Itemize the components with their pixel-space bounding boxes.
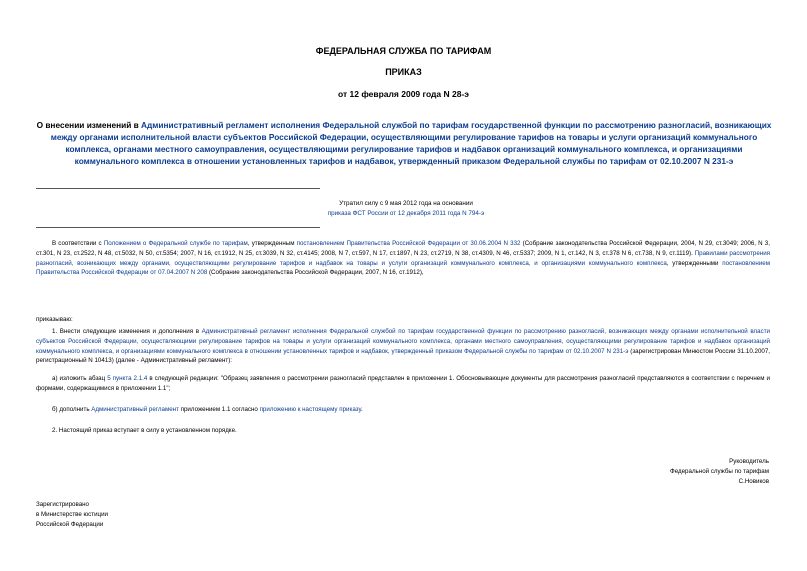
text-run: а) изложить абзац [52, 375, 108, 382]
resolution-332-link[interactable]: постановлением Правительства Российской Федерации от 30.06.2004 N 332 [296, 240, 521, 247]
order-word: приказываю: [36, 316, 73, 323]
signature-position: Руководитель [729, 458, 769, 465]
preamble-paragraph [36, 239, 770, 278]
divider-top [36, 188, 320, 189]
document-title [34, 119, 774, 167]
text-run: (Собрание законодательства Российской Федерации, 2004, N 29, ст.3049; 2006, N 3, ст.301, N 23, ст.2522, N 48, ст.5032, N 50, ст.5354; 2007, N 16, ст.1912, N 25, ст.3039, N 32, ст.4145; 2008, N 7, ст.597, N 17, ст.1897, N 23, ст.2719, N 38, ст.4309, N 46, ст.5337; 2009, N 1, ст.142, N 3, ст.378 N 6, ст.738, N 9, ст.1119). [36, 240, 770, 257]
admin-regulation-short-link[interactable]: Административный регламент [91, 406, 179, 413]
registration-line-1: Зарегистрировано [36, 501, 89, 508]
text-run: б) дополнить [52, 406, 92, 413]
signature-name: С.Новиков [738, 478, 769, 485]
item-a-paragraph [36, 374, 770, 394]
text-run: приложением 1.1 согласно [178, 406, 260, 413]
expired-order-link[interactable]: приказа ФСТ России от 12 декабря 2011 года N 794-э [327, 210, 485, 217]
text-run: (зарегистрирован Минюстом России 31.10.2007, регистрационный N 10413) (далее - Административный регламент): [36, 347, 770, 365]
title-prefix: О внесении изменений в [36, 120, 142, 130]
text-run: (Собрание законодательства Российской Федерации, 2007, N 16, ст.1912), [207, 269, 424, 277]
document-type-heading: ПРИКАЗ [385, 67, 422, 77]
signature-block [569, 457, 769, 487]
item-b-paragraph [36, 405, 770, 415]
expired-notice [36, 199, 776, 219]
registration-line-3: Российской Федерации [36, 521, 104, 528]
resolution-208-link[interactable]: постановлением Правительства Российской Федерации от 07.04.2007 N 208 [36, 259, 770, 277]
text-run: , утвержденным [247, 240, 297, 247]
text-run: В соответствии с [52, 240, 104, 247]
expired-text: Утратил силу с 9 мая 2012 года на основании [339, 200, 473, 207]
text-run: 1. Внести следующие изменения и дополнения в [52, 328, 202, 335]
registration-line-2: в Министерстве юстиции [36, 511, 109, 518]
fts-regulation-link[interactable]: Положением о Федеральной службе по тарифам [103, 240, 248, 247]
text-run: в следующей редакции: "Образец заявления о рассмотрении разногласий представлен в приложении 1. Обосновывающие документы для рассмотрения разногласий представляются в соответствии с перечнем и формами, содержащимися в приложении 1.1"; [36, 375, 770, 392]
divider-bottom [36, 227, 320, 228]
document-date: от 12 февраля 2009 года N 28-э [338, 89, 469, 99]
appendix-link[interactable]: приложению к настоящему приказу [259, 406, 361, 413]
signature-organization: Федеральной службы по тарифам [670, 468, 769, 475]
clause-2-1-4-link[interactable]: 5 пункта 2.1.4 [107, 375, 148, 382]
admin-regulation-link[interactable]: Административный регламент исполнения Федеральной службой по тарифам государственной функции по рассмотрению разногласий, возникающих между органами исполнительной власти субъектов Российской Федерации, осуществляющими регулирование тарифов на товары и услуги организаций коммунального комплекса, органами местного самоуправления, осуществляющими регулирование тарифов и надбавок организаций коммунального комплекса, и организациями коммунального комплекса в отношении установленных тарифов и надбавок, утвержденный приказом Федеральной службы по тарифам от 02.10.2007 N 231-э [36, 328, 770, 355]
title-regulation-link[interactable]: Административный регламент исполнения Федеральной службой по тарифам государственной функции по рассмотрению разногласий, возникающих между органами исполнительной власти субъектов Российской Федерации, осуществляющими регулирование тарифов на товары и услуги организаций коммунального комплекса, органами местного самоуправления, осуществляющими регулирование тарифов и надбавок организаций коммунального комплекса, и организациями коммунального комплекса в отношении установленных тарифов и надбавок, утвержденный приказом Федеральной службы по тарифам от 02.10.2007 N 231-э [50, 120, 772, 166]
item-1-paragraph [36, 327, 770, 366]
text-run: . [360, 406, 363, 413]
organization-heading: ФЕДЕРАЛЬНАЯ СЛУЖБА ПО ТАРИФАМ [315, 46, 492, 56]
text-run: , утвержденными [666, 259, 723, 267]
item-2-paragraph: 2. Настоящий приказ вступает в силу в установленном порядке. [52, 427, 237, 434]
registration-block [36, 500, 236, 530]
dispute-rules-link[interactable]: Правилами рассмотрения разногласий, возникающих между органами, осуществляющими регулирование тарифов и надбавок на товары и услуги организаций коммунального комплекса, и организациями коммунального комплекса [36, 249, 771, 267]
